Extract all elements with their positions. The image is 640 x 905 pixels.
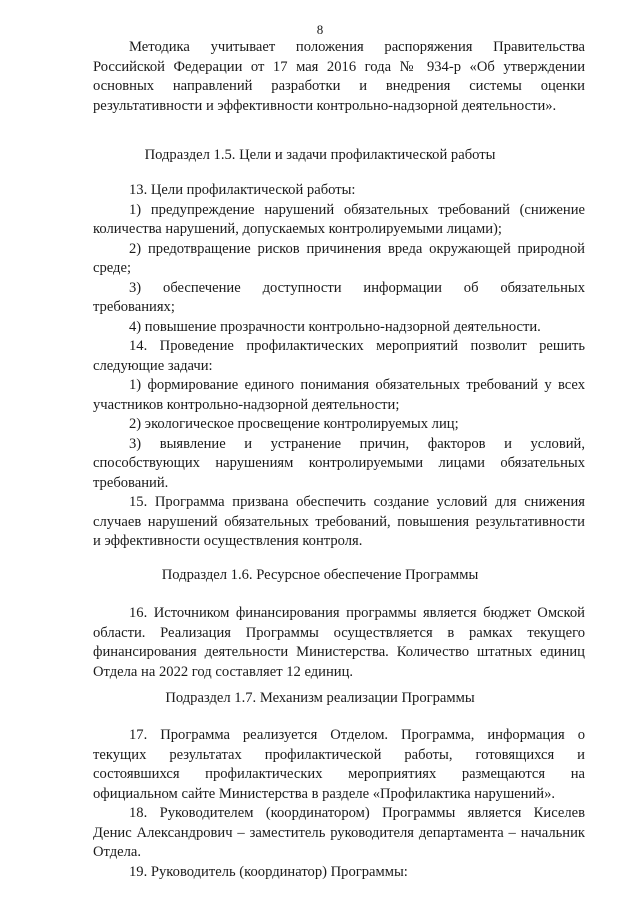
text-line: требований. (93, 474, 169, 491)
item-17 (93, 726, 585, 804)
text-line: Отдела. (93, 844, 142, 860)
text-line: результативности и эффективности контрольно-надзорной деятельности». (93, 97, 557, 114)
methodology-paragraph (93, 38, 585, 116)
text-line: 2) предотвращение рисков причинения вреда окружающей природной (129, 240, 585, 257)
text-line: официальном сайте Министерства в разделе «Профилактика нарушений». (93, 785, 556, 802)
text-line: Отдела на 2022 год составляет 12 единиц. (93, 663, 354, 680)
text-line: 19. Руководитель (координатор) Программы: (129, 864, 408, 880)
text-line: 2) экологическое просвещение контролируемых лиц; (129, 416, 459, 432)
text-line: следующие задачи: (93, 357, 213, 374)
text-line: среде; (93, 260, 132, 276)
section-heading-1-6: Подраздел 1.6. Ресурсное обеспечение Программы (161, 567, 479, 583)
text-line: 16. Источником финансирования программы является бюджет Омской (129, 605, 585, 621)
text-line: финансирования деятельности Министерства. Количество штатных единиц (93, 644, 585, 660)
text-line: требованиях; (93, 299, 175, 315)
text-line: Методика учитывает положения распоряжения Правительства (129, 39, 585, 55)
item-18 (93, 804, 585, 863)
section-heading-1-7: Подраздел 1.7. Механизм реализации Программы (165, 690, 475, 706)
text-line: 1) предупреждение нарушений обязательных требований (снижение (129, 201, 585, 218)
text-line: участников контрольно-надзорной деятельности; (93, 396, 400, 413)
text-line: способствующих нарушениям контролируемыми лицами обязательных (93, 455, 585, 471)
page-number: 8 (316, 22, 324, 37)
item-14 (93, 337, 585, 493)
text-line: 15. Программа призвана обеспечить создание условий для снижения (129, 494, 585, 510)
text-line: 3) обеспечение доступности информации об обязательных (129, 279, 585, 296)
text-line: и эффективности осуществления контроля. (93, 533, 363, 549)
item-13 (93, 181, 585, 337)
text-line: случаев нарушений обязательных требований, повышения результативности (93, 513, 585, 530)
text-line: 1) формирование единого понимания обязательных требований у всех (129, 377, 585, 393)
text-line: 4) повышение прозрачности контрольно-надзорной деятельности. (129, 318, 541, 335)
item-19 (93, 863, 585, 883)
text-line: текущих результатах профилактической работы, готовящихся и (93, 746, 585, 763)
text-line: 17. Программа реализуется Отделом. Программа, информация о (129, 727, 585, 743)
text-line: Российской Федерации от 17 мая 2016 года № 934-р «Об утверждении (93, 58, 585, 75)
item-16 (93, 604, 585, 682)
text-line: состоявшихся профилактических мероприятиях размещаются на (93, 766, 585, 782)
item-15 (93, 493, 585, 552)
text-line: Денис Александрович – заместитель руководителя департамента – начальник (93, 824, 585, 841)
text-line: области. Реализация Программы осуществляется в рамках текущего (93, 624, 585, 641)
section-heading-1-5: Подраздел 1.5. Цели и задачи профилактической работы (144, 147, 496, 163)
text-line: 13. Цели профилактической работы: (129, 182, 356, 198)
text-line: количества нарушений, допускаемых контролируемыми лицами); (93, 221, 502, 237)
text-line: 18. Руководителем (координатором) Программы является Киселев (129, 805, 585, 821)
text-line: 14. Проведение профилактических мероприятий позволит решить (129, 338, 585, 354)
text-line: основных направлений разработки и внедрения системы оценки (93, 78, 585, 94)
text-line: 3) выявление и устранение причин, факторов и условий, (129, 435, 585, 452)
